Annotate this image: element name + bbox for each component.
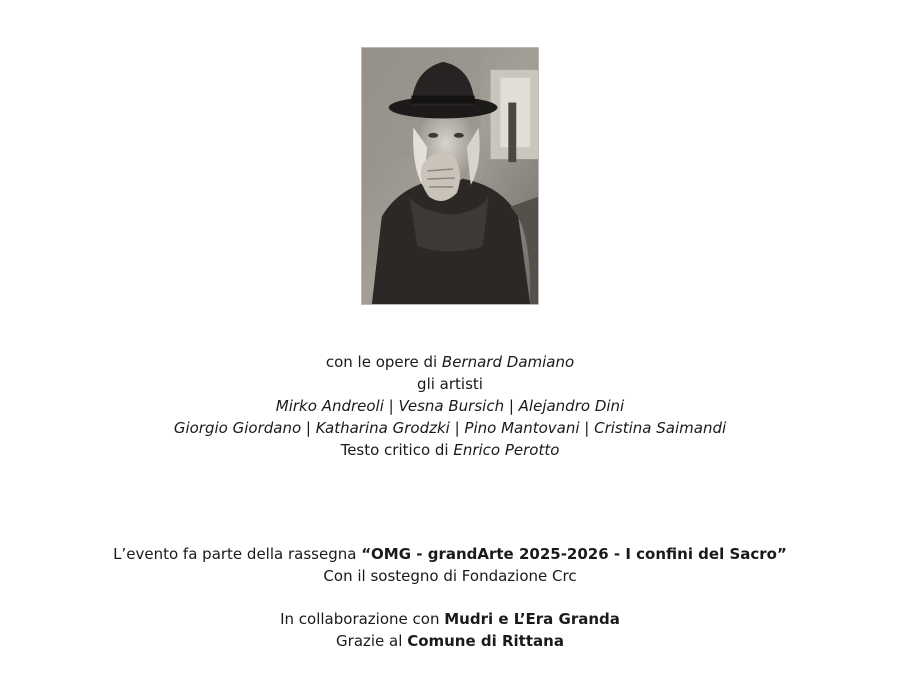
works-prefix: con le opere di [325,353,442,371]
series-line [0,543,900,565]
collab-line [0,608,900,630]
event-block [0,543,900,587]
artist-portrait-photo [361,47,539,305]
artists-heading: gli artisti [417,375,483,393]
credits-block [0,351,900,461]
collab-names: Mudri e L’Era Granda [444,610,620,628]
critic-name: Enrico Perotto [453,441,560,459]
portrait-image [362,48,538,304]
works-artist: Bernard Damiano [441,353,575,371]
support-line: Con il sostegno di Fondazione Crc [323,567,577,585]
thanks-prefix: Grazie al [336,632,408,650]
series-name: “OMG - grandArte 2025-2026 - I confini del Sacro” [361,545,787,563]
collaboration-block [0,608,900,652]
critic-prefix: Testo critico di [340,441,454,459]
collab-prefix: In collaborazione con [280,610,445,628]
thanks-line [0,630,900,652]
artists-row-1 [0,395,900,417]
critic-line [0,439,900,461]
series-prefix: L’evento fa parte della rassegna [113,545,362,563]
thanks-name: Comune di Rittana [407,632,564,650]
artists-row-1-text: Mirko Andreoli | Vesna Bursich | Alejandro Dini [275,397,625,415]
artists-row-2 [0,417,900,439]
artists-row-2-text: Giorgio Giordano | Katharina Grodzki | Pino Mantovani | Cristina Saimandi [173,419,727,437]
works-line [0,351,900,373]
